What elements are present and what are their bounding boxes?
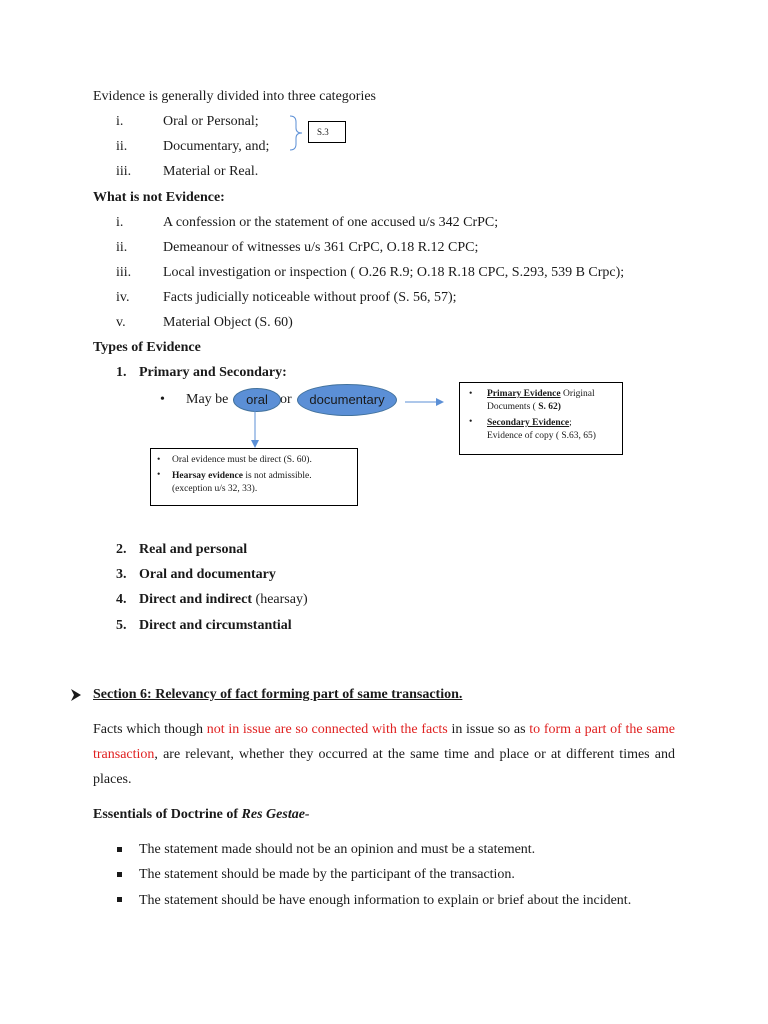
oral-label: oral <box>246 392 268 407</box>
type-number: 3. <box>116 567 127 582</box>
box-bullet: • <box>469 417 473 427</box>
documentary-label: documentary <box>309 392 385 407</box>
not-evidence-heading: What is not Evidence: <box>93 190 225 205</box>
type-number: 2. <box>116 542 127 557</box>
primary-ref-section: S. 62) <box>535 402 561 412</box>
type-item-bold: Direct and indirect <box>139 592 253 607</box>
primary-evidence-rest: Original <box>560 389 595 399</box>
type-item-bold: Direct and circumstantial <box>139 618 292 633</box>
secondary-evidence-term: Secondary Evidence <box>487 418 570 428</box>
essentials-heading-italic: Res Gestae- <box>241 807 310 822</box>
square-bullet-icon <box>117 847 122 852</box>
arrow-bullet-icon <box>70 688 82 702</box>
type-item-bold: Real and personal <box>139 542 248 557</box>
type-number: 4. <box>116 592 127 607</box>
square-bullet-icon <box>117 897 122 902</box>
not-evidence-item: Local investigation or inspection ( O.26 R.9; O.18 R.18 CPC, S.293, 539 B Crpc); <box>163 265 625 280</box>
category-number: iii. <box>116 164 132 179</box>
s3-label: S.3 <box>317 127 329 137</box>
hearsay-exception: (exception u/s 32, 33). <box>172 484 258 494</box>
para-text: , are relevant, whether they occurred at the same time and place or at different times and places. <box>93 747 675 787</box>
primary-evidence-ref <box>487 401 561 413</box>
not-evidence-item: Facts judicially noticeable without proof (S. 56, 57); <box>163 290 457 305</box>
category-item: Oral or Personal; <box>163 114 259 129</box>
para-text: Facts which though <box>93 722 207 737</box>
not-evidence-item: Demeanour of witnesses u/s 361 CrPC, O.18 R.12 CPC; <box>163 240 479 255</box>
type-item <box>139 591 308 609</box>
essential-item: The statement should be made by the participant of the transaction. <box>139 867 515 882</box>
secondary-evidence-ref: Evidence of copy ( S.63, 65) <box>487 431 596 441</box>
types-heading: Types of Evidence <box>93 340 201 355</box>
type-item-bold: Oral and documentary <box>139 567 276 582</box>
category-item: Documentary, and; <box>163 139 270 154</box>
not-evidence-number: iii. <box>116 265 132 280</box>
hearsay-term: Hearsay evidence <box>172 471 243 481</box>
category-item: Material or Real. <box>163 164 259 179</box>
essentials-heading-text: Essentials of Doctrine of <box>93 807 242 822</box>
not-evidence-item: A confession or the statement of one accused u/s 342 CrPC; <box>163 215 499 230</box>
diagram-arrows <box>240 396 450 452</box>
para-highlight: not in issue are so connected with the facts <box>206 722 448 737</box>
type-item <box>139 566 276 584</box>
not-evidence-number: ii. <box>116 240 128 255</box>
primary-evidence-line <box>487 388 595 400</box>
oral-direct-line: Oral evidence must be direct (S. 60). <box>172 455 312 465</box>
intro-text: Evidence is generally divided into three categories <box>93 89 377 104</box>
primary-secondary-box <box>459 382 623 455</box>
may-be-text: May be <box>186 392 229 407</box>
type-label: Primary and Secondary: <box>139 365 287 380</box>
primary-evidence-term: Primary Evidence <box>487 389 561 399</box>
category-number: ii. <box>116 139 128 154</box>
essentials-heading <box>93 806 310 824</box>
essential-item: The statement made should not be an opinion and must be a statement. <box>139 842 536 857</box>
section6-heading: Section 6: Relevancy of fact forming part of same transaction. <box>93 687 463 702</box>
not-evidence-number: v. <box>116 315 126 330</box>
hearsay-rest: is not admissible. <box>242 471 312 481</box>
s3-box <box>308 121 346 143</box>
para-highlight: to form a part of the same transaction <box>93 722 676 762</box>
category-number: i. <box>116 114 124 129</box>
not-evidence-item: Material Object (S. 60) <box>163 315 293 330</box>
oral-evidence-box <box>150 448 358 506</box>
box-bullet: • <box>157 470 161 480</box>
type-number: 5. <box>116 618 127 633</box>
box-bullet: • <box>469 389 473 399</box>
type-item-rest: (hearsay) <box>252 592 308 607</box>
secondary-evidence-rest: ; <box>569 418 572 428</box>
para-text: in issue so as <box>447 722 530 737</box>
box-bullet: • <box>157 455 161 465</box>
hearsay-line <box>172 470 312 482</box>
type-number: 1. <box>116 365 127 380</box>
bullet-dot: • <box>160 392 165 407</box>
type-item <box>139 617 292 635</box>
or-text: or <box>280 392 292 407</box>
primary-ref-text: Documents ( <box>487 402 536 412</box>
not-evidence-number: iv. <box>116 290 130 305</box>
section6-paragraph <box>93 717 675 792</box>
type-item <box>139 541 247 559</box>
essential-item: The statement should be have enough information to explain or brief about the incident. <box>139 893 632 908</box>
square-bullet-icon <box>117 872 122 877</box>
secondary-evidence-line <box>487 417 572 429</box>
not-evidence-number: i. <box>116 215 124 230</box>
